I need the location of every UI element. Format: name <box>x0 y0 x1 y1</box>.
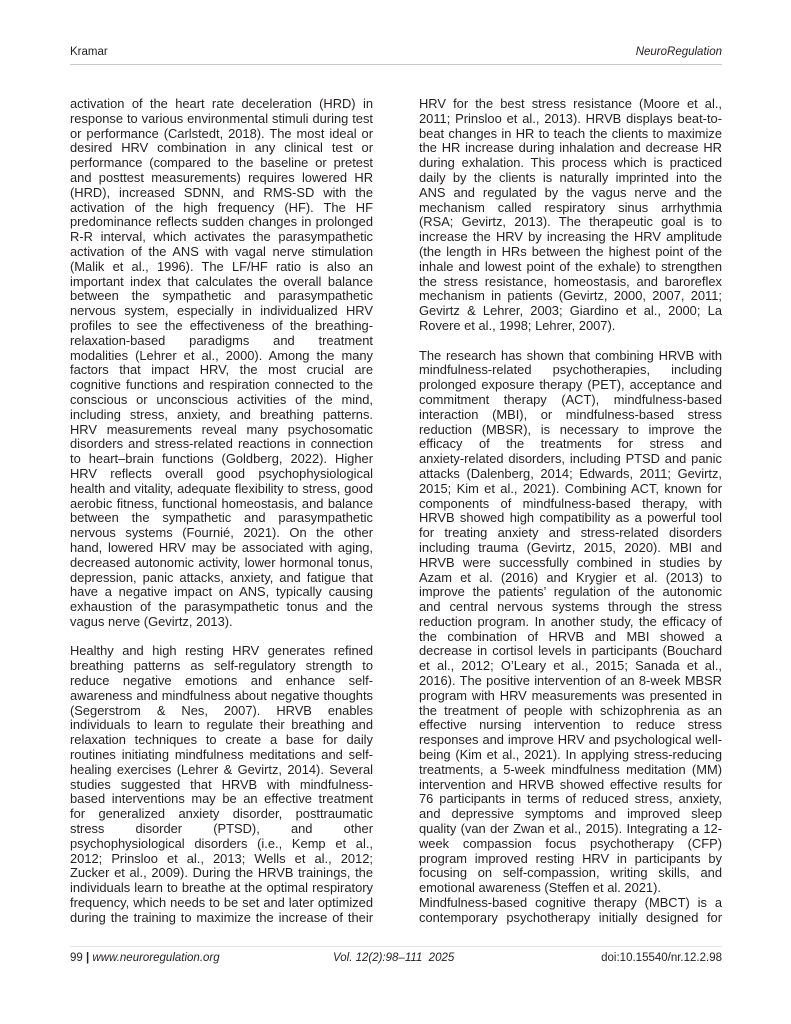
text-line: between the sympathetic and parasympathetic <box>70 510 373 526</box>
text-line: (the length in HRs between the highest point of the <box>419 243 722 259</box>
text-line: nervous system, especially in individualized HRV <box>70 303 373 319</box>
paragraph <box>419 97 722 334</box>
text-line: (Segerstrom & Nes, 2007). HRVB enables <box>70 702 373 718</box>
text-line: healing exercises (Lehrer & Gevirtz, 2014). Several <box>70 761 373 777</box>
text-line: activation of the heart rate deceleration (HRD) in <box>70 96 373 111</box>
text-line: vagus nerve (Gevirtz, 2013). <box>70 613 233 629</box>
footer-left <box>70 951 220 965</box>
text-line: exhaustion of the parasympathetic tonus and the <box>70 599 373 615</box>
text-line: breathing patterns as self-regulatory strength to <box>70 658 373 674</box>
running-head-journal: NeuroRegulation <box>635 46 722 58</box>
text-line: et al., 2012; O’Leary et al., 2015; Sanada et al., <box>419 658 722 674</box>
text-line: individuals to learn to regulate their breathing and <box>70 717 373 733</box>
text-line: HRVB showed high compatibility as a powerful tool <box>419 510 722 526</box>
text-line: for treating anxiety and stress-related disorders <box>419 525 722 541</box>
text-line: between the sympathetic and parasympathetic <box>70 288 373 304</box>
text-line: (RSA; Gevirtz, 2013). The therapeutic goal is to <box>419 214 722 230</box>
text-line: quality (van der Zwan et al., 2015). Integrating a 12- <box>419 821 722 837</box>
text-line: Healthy and high resting HRV generates refined <box>70 643 373 659</box>
text-line: and central nervous systems through the stress <box>419 599 722 615</box>
doi-text: doi:10.15540/nr.12.2.98 <box>601 952 722 964</box>
text-line: 2016). The positive intervention of an 8-week MBSR <box>419 673 722 689</box>
text-line: hand, lowered HRV may be associated with aging, <box>70 539 373 555</box>
text-line: emotional awareness (Steffen et al. 2021). <box>419 880 661 896</box>
text-line: Rovere et al., 1998; Lehrer, 2007). <box>419 317 616 333</box>
text-line: anxiety-related disorders, including PTSD and panic <box>419 451 722 467</box>
paragraph <box>419 896 722 926</box>
text-line: HRV reflects overall good psychophysiological <box>70 465 373 481</box>
text-line: including trauma (Gevirtz, 2015, 2020). MBI and <box>419 539 722 555</box>
text-line: mindfulness-related psychotherapies, including <box>419 362 722 378</box>
header-divider <box>70 64 722 65</box>
text-line: daily by the clients is naturally imprinted into the <box>419 169 722 185</box>
text-line: HRVB were successfully combined in studies by <box>419 554 722 570</box>
text-line: Azam et al. (2016) and Krygier et al. (2013) to <box>419 569 722 585</box>
text-line: stress disorder (PTSD), and other <box>70 821 373 837</box>
text-line: program improved resting HRV in participants by <box>419 850 722 866</box>
text-line: focusing on self-compassion, writing skills, and <box>419 865 722 881</box>
text-line: components of mindfulness-based therapy, with <box>419 495 722 511</box>
text-line: frequency, which needs to be set and later optimized <box>70 895 373 911</box>
text-line: program with HRV measurements was presented in <box>419 687 722 703</box>
text-line: based interventions may be an effective treatment <box>70 791 373 807</box>
paragraph <box>419 349 722 896</box>
text-line: being (Kim et al., 2021). In applying stress-reducing <box>419 747 722 763</box>
text-line: contemporary psychotherapy initially designed for <box>419 909 722 925</box>
text-line: depression, panic attacks, anxiety, and fatigue that <box>70 569 373 585</box>
text-line: relaxation-based paradigms and treatment <box>70 332 373 348</box>
text-line: and depressive symptoms and improved sleep <box>419 806 722 822</box>
text-line: responses and improve HRV and psychological well- <box>419 732 722 748</box>
text-line: profiles to see the effectiveness of the breathing- <box>70 317 373 333</box>
text-line: performance (compared to the baseline or pretest <box>70 155 373 171</box>
text-line: including stress, anxiety, and breathing patterns. <box>70 406 373 422</box>
text-line: important index that calculates the overall balance <box>70 273 373 289</box>
text-line: intervention and HRVB showed effective results for <box>419 776 722 792</box>
text-line: reduce negative emotions and enhance self- <box>70 673 373 689</box>
text-line: increase the HRV by increasing the HRV amplitude <box>419 229 722 245</box>
text-line: have a negative impact on ANS, typically causing <box>70 584 373 600</box>
volume-info: Vol. 12(2):98–111 2025 <box>333 952 455 964</box>
text-line: HRV measurements reveal many psychosomatic <box>70 421 373 437</box>
paragraph <box>70 644 373 925</box>
text-line: attacks (Dalenberg, 2014; Edwards, 2011; Gevirtz, <box>419 465 722 481</box>
text-line: to heart–brain functions (Goldberg, 2022). Higher <box>70 451 373 467</box>
text-line: studies suggested that HRVB with mindfulness- <box>70 776 373 792</box>
text-line: the combination of HRVB and MBI showed a <box>419 628 722 644</box>
running-head-author: Kramar <box>70 46 108 58</box>
text-line: activation of the ANS with vagal nerve stimulation <box>70 243 373 259</box>
text-line: Gevirtz & Lehrer, 2003; Giardino et al., 2000; La <box>419 303 722 319</box>
text-line: (HRD), increased SDNN, and RMS-SD with the <box>70 184 373 200</box>
journal-website-link[interactable]: www.neuroregulation.org <box>92 952 220 964</box>
text-line: cognitive functions and respiration connected to the <box>70 377 373 393</box>
text-line: week compassion focus psychotherapy (CFP) <box>419 835 722 851</box>
text-line: during exhalation. This process which is practiced <box>419 155 722 171</box>
text-line: inhale and lowest point of the exhale) to strengthen <box>419 258 722 274</box>
right-column <box>419 97 722 926</box>
text-line: commitment therapy (ACT), mindfulness-based <box>419 391 722 407</box>
text-line: predominance reflects sudden changes in prolonged <box>70 214 373 230</box>
text-line: treatments, a 5-week mindfulness meditation (MM) <box>419 761 722 777</box>
text-line: HRV for the best stress resistance (Moore et al., <box>419 96 722 111</box>
text-line: the HR increase during inhalation and decrease HR <box>419 140 722 156</box>
text-line: reduction (MBSR), is necessary to improve the <box>419 421 722 437</box>
text-line: R-R interval, which activates the parasympathetic <box>70 229 373 245</box>
text-line: prolonged exposure therapy (PET), acceptance and <box>419 377 722 393</box>
text-line: response to various environmental stimuli during test <box>70 110 373 126</box>
text-line: for generalized anxiety disorder, posttraumatic <box>70 806 373 822</box>
text-line: 2011; Prinsloo et al., 2013). HRVB displays beat-to- <box>419 110 722 126</box>
text-line: decrease in cortisol levels in participants (Bouchard <box>419 643 722 659</box>
paragraph-gap <box>419 334 722 349</box>
footer-divider <box>70 946 722 947</box>
text-line: health and vitality, adequate flexibility to stress, good <box>70 480 373 496</box>
text-line: disorders and stress-related reactions in connection <box>70 436 373 452</box>
left-column <box>70 97 373 926</box>
footer-separator: | <box>86 952 90 964</box>
text-line: (Malik et al., 1996). The LF/HF ratio is also an <box>70 258 373 274</box>
text-line: psychophysiological disorders (i.e., Kemp et al., <box>70 835 373 851</box>
text-line: or performance (Carlstedt, 2018). The most ideal or <box>70 125 373 141</box>
text-line: Mindfulness-based cognitive therapy (MBCT) is a <box>419 895 722 911</box>
text-line: during the training to maximize the increase of their <box>70 909 373 925</box>
text-line: The research has shown that combining HRVB with <box>419 347 722 363</box>
text-line: aerobic fitness, functional homeostasis, and balance <box>70 495 373 511</box>
text-line: conscious or unconscious activities of the mind, <box>70 391 373 407</box>
text-line: ANS and regulated by the vagus nerve and the <box>419 184 722 200</box>
text-line: awareness and mindfulness about negative thoughts <box>70 687 373 703</box>
text-line: mechanism in patients (Gevirtz, 2000, 2007, 2011; <box>419 288 722 304</box>
text-line: interaction (MBI), or mindfulness-based stress <box>419 406 722 422</box>
text-line: 2015; Kim et al., 2021). Combining ACT, known for <box>419 480 722 496</box>
page-number: 99 <box>70 952 83 964</box>
text-line: and posttest measurements) requires lowered HR <box>70 169 373 185</box>
text-line: factors that impact HRV, the most crucial are <box>70 362 373 378</box>
text-line: the stress resistance, homeostasis, and baroreflex <box>419 273 722 289</box>
text-line: improve the patients’ regulation of the autonomic <box>419 584 722 600</box>
text-line: reduction program. In another study, the efficacy of <box>419 613 722 629</box>
text-line: beat changes in HR to teach the clients to maximize <box>419 125 722 141</box>
text-line: nervous systems (Fournié, 2021). On the other <box>70 525 373 541</box>
paragraph-gap <box>70 630 373 645</box>
text-line: Zucker et al., 2009). During the HRVB trainings, the <box>70 865 373 881</box>
page-footer <box>70 951 722 965</box>
text-line: modalities (Lehrer et al., 2000). Among the many <box>70 347 373 363</box>
text-line: effective nursing intervention to reduce stress <box>419 717 722 733</box>
text-line: relaxation techniques to create a base for daily <box>70 732 373 748</box>
text-line: individuals learn to breathe at the optimal respiratory <box>70 880 373 896</box>
text-line: the treatment of people with schizophrenia as an <box>419 702 722 718</box>
paragraph <box>70 97 373 630</box>
text-line: activation of the high frequency (HF). The HF <box>70 199 373 215</box>
text-line: mechanism called respiratory sinus arrhythmia <box>419 199 722 215</box>
text-line: decreased autonomic activity, lower hormonal tonus, <box>70 554 373 570</box>
text-line: routines initiating mindfulness meditations and self- <box>70 747 373 763</box>
text-line: 76 participants in terms of reduced stress, anxiety, <box>419 791 722 807</box>
text-line: efficacy of the treatments for stress and <box>419 436 722 452</box>
text-line: 2012; Prinsloo et al., 2013; Wells et al., 2012; <box>70 850 373 866</box>
text-line: desired HRV combination in any clinical test or <box>70 140 373 156</box>
